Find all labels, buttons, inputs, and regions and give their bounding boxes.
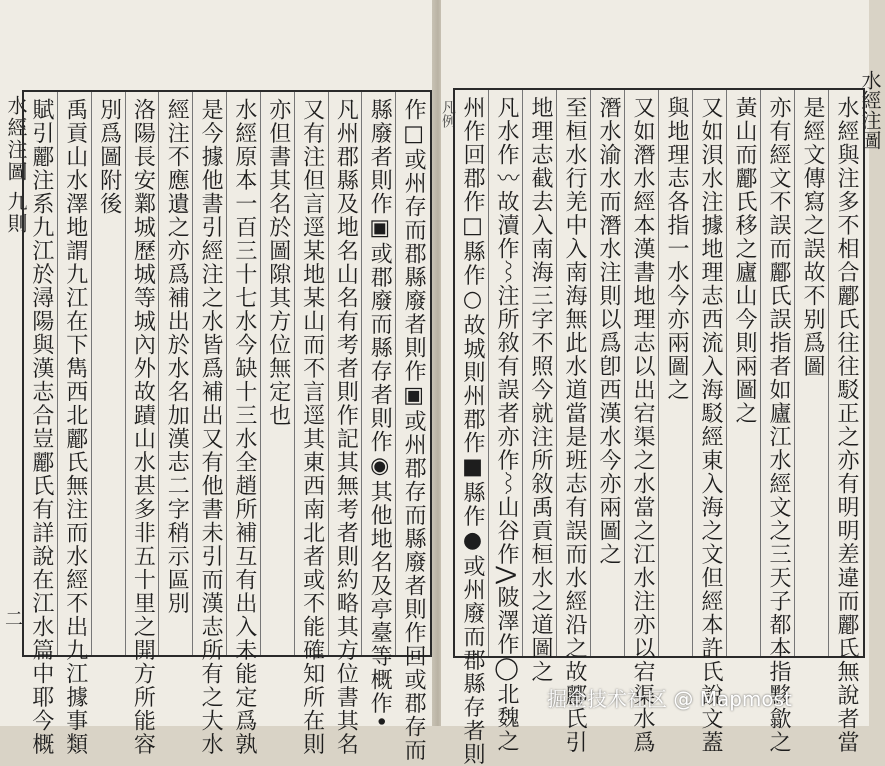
column-rule	[556, 90, 557, 656]
column-rule	[590, 90, 591, 656]
page-number: 二	[5, 609, 23, 630]
left-text-column: 賦引酈注系九江於潯陽與漢志合豈酈氏有詳說在江水篇中耶今概	[28, 98, 54, 756]
column-rule	[91, 92, 92, 655]
right-page-edge-title: 水經注圖	[858, 70, 882, 150]
left-text-column: 洛陽長安鄴城歷城等城內外故蹟山水甚多非五十里之開方所能容	[130, 98, 156, 756]
column-rule	[794, 90, 795, 656]
right-text-column: 水經與注多不相合酈氏往往駁正之亦有明明差違而酈氏無說者當	[834, 96, 859, 754]
column-rule	[260, 92, 261, 655]
column-rule	[658, 90, 659, 656]
column-rule	[158, 92, 159, 655]
left-text-column: 禹貢山水澤地謂九江在下雋西北酈氏無注而水經不出九江據事類	[62, 98, 88, 756]
column-rule	[361, 92, 362, 655]
right-text-column: 潛水渝水而潛水注則以爲卽西漢水今亦兩圖之	[596, 96, 621, 566]
column-rule	[328, 92, 329, 655]
right-text-column: 又如浿水注據地理志西流入海駁經東入海之文但經本許氏說文蓋	[698, 96, 723, 754]
column-rule	[125, 92, 126, 655]
column-rule	[192, 92, 193, 655]
column-rule	[488, 90, 489, 656]
right-text-column: 又如潛水經本漢書地理志以出宕渠之水當之江水注亦以宕渠水爲	[630, 96, 655, 754]
right-text-column: 與地理志各指一水今亦兩圖之	[664, 96, 689, 402]
left-text-column: 作□或州存而郡縣廢者則作▣或州郡存而縣廢者則作回或郡存而	[401, 98, 427, 762]
column-rule	[522, 90, 523, 656]
left-text-column: 縣廢者則作▣或郡廢而縣存者則作◉其他地名及亭臺等概作•	[367, 98, 393, 730]
right-text-column: 是經文傳寫之誤故不别爲圖	[800, 96, 825, 378]
column-rule	[828, 90, 829, 656]
left-text-column: 經注不應遺之亦爲補出於水名加漢志二字稍示區別	[164, 98, 190, 615]
column-rule	[624, 90, 625, 656]
left-page-edge-title: 水經注圖 九則	[4, 95, 28, 236]
right-text-column: 地理志截去入南海三字不照今就注所敘禹貢桓水之道圖之	[528, 96, 553, 684]
column-rule	[760, 90, 761, 656]
left-text-column: 是今據他書引經注之水皆爲補出又有他書未引而漢志所有之大水	[198, 98, 224, 756]
right-text-column: 亦有經文不誤而酈氏誤指者如廬江水經文之三天子都本指黟歙之	[766, 96, 791, 754]
left-text-column: 別爲圖附後	[96, 98, 122, 216]
left-text-column: 亦但書其名於圖隙其方位無定也	[265, 98, 291, 427]
right-text-column: 州作回郡作□縣作○故城則州郡作■縣作●或州廢而郡縣存者則	[460, 96, 485, 766]
column-rule	[395, 92, 396, 655]
gutter-label: 凡例	[440, 100, 456, 128]
column-rule	[692, 90, 693, 656]
column-rule	[226, 92, 227, 655]
left-text-column: 又有注但言逕某地某山而不言逕其東西南北者或不能確知所在則	[299, 98, 325, 756]
watermark: 掘金技术社区 @ Mapmost	[547, 687, 792, 711]
right-text-column: 凡水作〰故瀆作⌇注所敘有誤者亦作⌇山谷作⋀陂澤作◯北魏之	[494, 96, 519, 754]
column-rule	[726, 90, 727, 656]
left-text-column: 凡州郡縣及地名山名有考者則作記其無考者則約略其方位書其名	[333, 98, 359, 756]
column-rule	[294, 92, 295, 655]
right-text-column: 至桓水行羌中入南海無此水道當是班志有誤而水經沿之故酈氏引	[562, 96, 587, 754]
column-rule	[57, 92, 58, 655]
left-text-column: 水經原本一百三十七水今缺十三水全趙所補互有出入未能定爲孰	[231, 98, 257, 756]
right-text-column: 黃山而酈氏移之廬山今則兩圖之	[732, 96, 757, 425]
left-text-frame	[22, 90, 432, 762]
